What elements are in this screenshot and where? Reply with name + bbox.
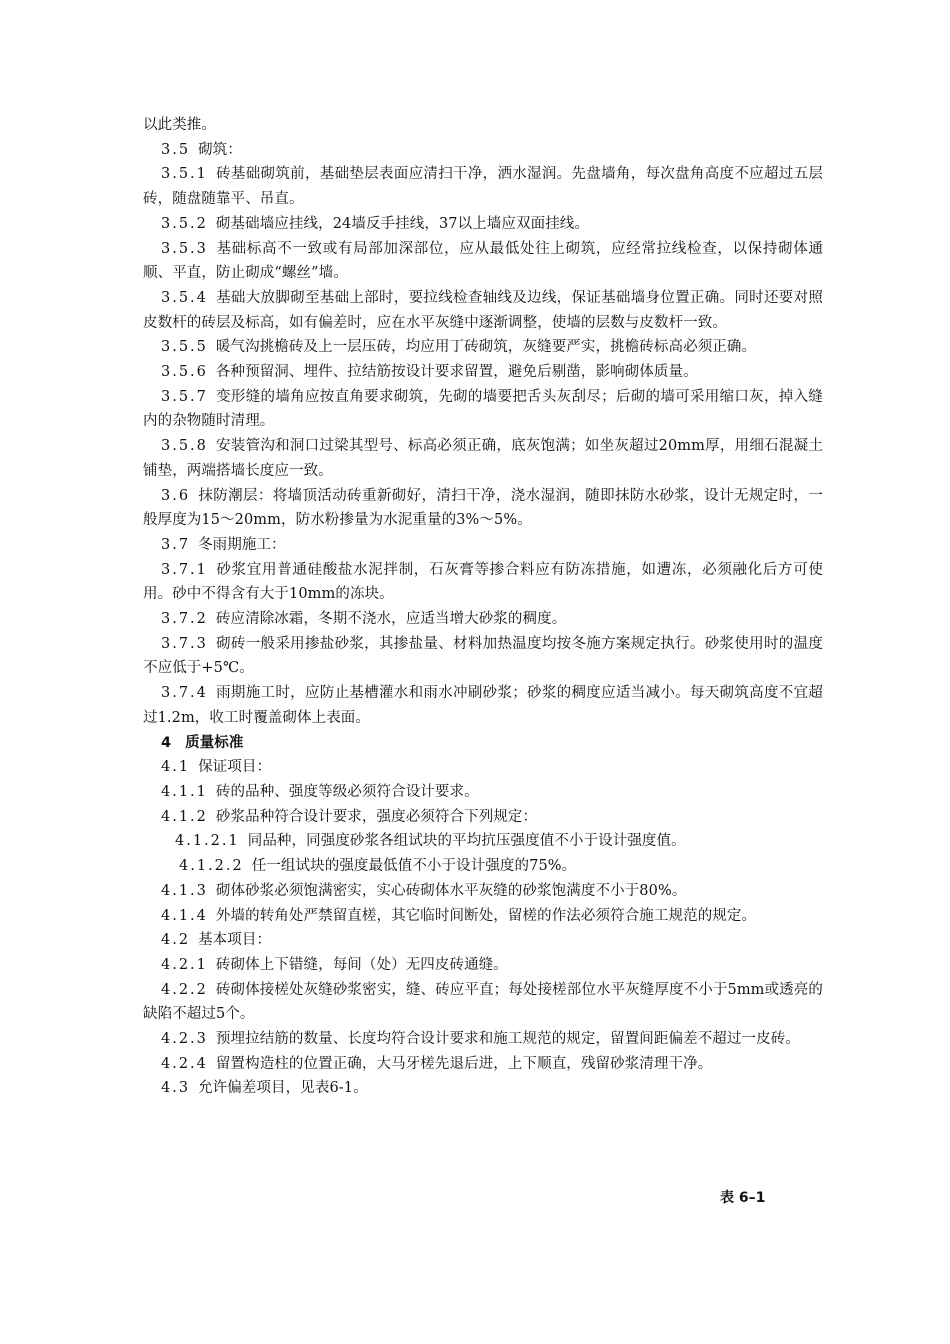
- paragraph: [143, 1052, 823, 1077]
- clause-number: 3.7.2: [161, 611, 208, 628]
- paragraph: [143, 632, 823, 681]
- paragraph: [143, 953, 823, 978]
- clause-number: 4.2.2: [161, 981, 208, 998]
- clause-text: 砖基础砌筑前，基础垫层表面应清扫干净，洒水湿润。先盘墙角，每次盘角高度不应超过五层砖，随盘随靠平、吊直。: [143, 166, 823, 208]
- paragraph: [143, 237, 823, 286]
- clause-text: 质量标准: [185, 734, 244, 751]
- clause-text: 预埋拉结筋的数量、长度均符合设计要求和施工规范的规定，留置间距偏差不超过一皮砖。: [215, 1031, 800, 1048]
- paragraph: [143, 829, 823, 854]
- clause-text: 砖应清除冰霜，冬期不浇水，应适当增大砂浆的稠度。: [215, 611, 567, 628]
- clause-text: 冬雨期施工：: [198, 536, 286, 553]
- paragraph: [143, 755, 823, 780]
- clause-text: 雨期施工时，应防止基槽灌水和雨水冲刷砂浆；砂浆的稠度应适当减小。每天砌筑高度不宜超过1.2m，收工时覆盖砌体上表面。: [143, 685, 823, 726]
- document-body: [143, 113, 823, 1101]
- clause-number: 3.5.4: [161, 289, 208, 306]
- clause-number: 3.5.6: [161, 364, 208, 381]
- paragraph: [143, 928, 823, 953]
- clause-number: 4.3: [161, 1080, 191, 1097]
- clause-text: 砌基础墙应挂线，24墙反手挂线，37以上墙应双面挂线。: [215, 215, 590, 232]
- clause-number: 3.5.8: [161, 438, 208, 455]
- paragraph: [143, 805, 823, 830]
- paragraph: [143, 484, 823, 533]
- paragraph: [143, 879, 823, 904]
- paragraph: [143, 1027, 823, 1052]
- clause-number: 3.6: [161, 487, 191, 504]
- clause-number: 4: [161, 734, 172, 751]
- paragraph: [143, 607, 823, 632]
- clause-text: 允许偏差项目，见表6-1。: [198, 1080, 368, 1097]
- paragraph: [143, 533, 823, 558]
- clause-number: 3.7.1: [161, 561, 208, 578]
- clause-number: 4.1.2.1: [175, 833, 240, 850]
- clause-text: 砖的品种、强度等级必须符合设计要求。: [215, 783, 479, 800]
- clause-number: 3.5.2: [161, 215, 208, 232]
- clause-text: 任一组试块的强度最低值不小于设计强度的75%。: [251, 858, 577, 875]
- clause-number: 4.2.1: [161, 956, 208, 973]
- clause-number: 4.2: [161, 932, 191, 949]
- clause-number: 4.1.4: [161, 907, 208, 924]
- section-heading: [143, 731, 823, 756]
- clause-number: 3.7: [161, 536, 191, 553]
- clause-text: 以此类推。: [143, 117, 216, 133]
- clause-number: 4.1.1: [161, 783, 208, 800]
- clause-text: 砌体砂浆必须饱满密实，实心砖砌体水平灰缝的砂浆饱满度不小于80%。: [215, 882, 687, 899]
- paragraph: [143, 385, 823, 434]
- clause-text: 抹防潮层：将墙顶活动砖重新砌好，清扫干净，浇水湿润，随即抹防水砂浆，设计无规定时，一般厚度为15～20mm，防水粉掺量为水泥重量的3%～5%。: [143, 487, 823, 529]
- clause-text: 砖砌体上下错缝，每间（处）无四皮砖通缝。: [215, 956, 508, 973]
- clause-text: 砂浆宜用普通硅酸盐水泥拌制，石灰膏等掺合料应有防冻措施，如遭冻，必须融化后方可使用。砂中不得含有大于10mm的冻块。: [143, 561, 823, 603]
- paragraph: [143, 360, 823, 385]
- paragraph: [143, 780, 823, 805]
- paragraph: [143, 558, 823, 607]
- paragraph: [143, 854, 823, 879]
- paragraph: [143, 286, 823, 335]
- clause-number: 3.5.5: [161, 339, 208, 356]
- clause-text: 留置构造柱的位置正确，大马牙槎先退后进，上下顺直，残留砂浆清理干净。: [215, 1055, 713, 1072]
- clause-text: 砖砌体接槎处灰缝砂浆密实，缝、砖应平直；每处接槎部位水平灰缝厚度不小于5mm或透亮的缺陷不超过5个。: [143, 981, 823, 1023]
- paragraph: [143, 978, 823, 1027]
- clause-text: 保证项目：: [198, 759, 272, 776]
- clause-number: 3.5.1: [161, 166, 208, 183]
- clause-number: 3.7.3: [161, 635, 208, 652]
- clause-text: 基础大放脚砌至基础上部时，要拉线检查轴线及边线，保证基础墙身位置正确。同时还要对照皮数杆的砖层及标高，如有偏差时，应在水平灰缝中逐渐调整，使墙的层数与皮数杆一致。: [143, 289, 823, 331]
- clause-text: 安装管沟和洞口过梁其型号、标高必须正确，底灰饱满；如坐灰超过20mm厚，用细石混凝土铺垫，两端搭墙长度应一致。: [143, 438, 823, 479]
- clause-number: 4.1: [161, 759, 191, 776]
- paragraph: [143, 138, 823, 163]
- paragraph: [143, 681, 823, 730]
- clause-text: 砌砖一般采用掺盐砂浆，其掺盐量、材料加热温度均按冬施方案规定执行。砂浆使用时的温度不应低于+5℃。: [143, 635, 823, 677]
- paragraph: [143, 434, 823, 483]
- paragraph: [143, 113, 823, 138]
- clause-text: 变形缝的墙角应按直角要求砌筑，先砌的墙要把舌头灰刮尽；后砌的墙可采用缩口灰，掉入缝内的杂物随时清理。: [143, 388, 823, 430]
- clause-number: 3.5.7: [161, 388, 208, 405]
- clause-number: 4.1.2: [161, 808, 208, 825]
- clause-text: 砌筑：: [198, 141, 242, 158]
- paragraph: [143, 335, 823, 360]
- clause-number: 4.2.4: [161, 1055, 208, 1072]
- paragraph: [143, 904, 823, 929]
- clause-text: 同品种，同强度砂浆各组试块的平均抗压强度值不小于设计强度值。: [247, 833, 686, 850]
- clause-text: 外墙的转角处严禁留直槎，其它临时间断处，留槎的作法必须符合施工规范的规定。: [215, 907, 757, 924]
- clause-text: 基础标高不一致或有局部加深部位，应从最低处往上砌筑，应经常拉线检查，以保持砌体通顺、平直，防止砌成“螺丝”墙。: [143, 240, 823, 282]
- clause-number: 4.1.3: [161, 882, 208, 899]
- clause-number: 3.7.4: [161, 685, 208, 702]
- clause-number: 3.5: [161, 141, 191, 158]
- clause-number: 4.2.3: [161, 1031, 208, 1048]
- clause-text: 基本项目：: [198, 932, 272, 949]
- clause-number: 4.1.2.2: [179, 858, 244, 875]
- clause-text: 暖气沟挑檐砖及上一层压砖，均应用丁砖砌筑，灰缝要严实，挑檐砖标高必须正确。: [215, 339, 757, 356]
- clause-text: 各种预留洞、埋件、拉结筋按设计要求留置，避免后剔凿，影响砌体质量。: [215, 364, 698, 381]
- clause-text: 砂浆品种符合设计要求，强度必须符合下列规定：: [215, 808, 538, 825]
- paragraph: [143, 212, 823, 237]
- clause-number: 3.5.3: [161, 240, 208, 257]
- paragraph: [143, 1076, 823, 1101]
- table-caption: 表 6–1: [720, 1190, 766, 1206]
- paragraph: [143, 162, 823, 211]
